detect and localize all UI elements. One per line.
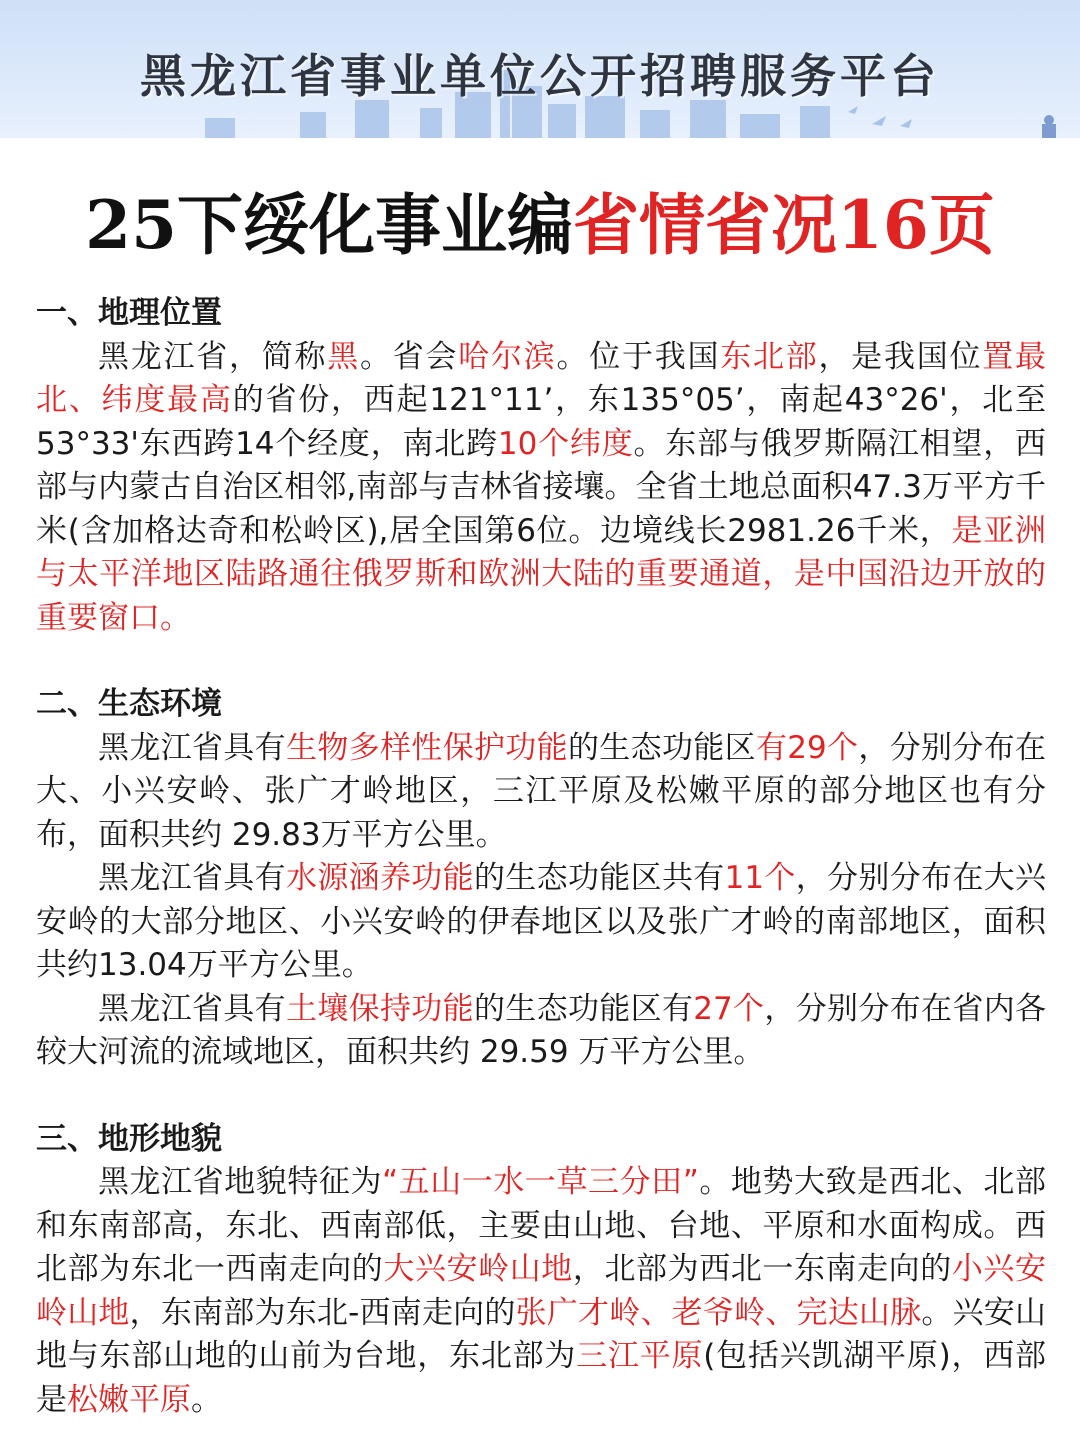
body-text: ，分别分布在省内各较大河流的流域地区，面积共约 29.59 万平方公里。: [36, 990, 1047, 1070]
body-text: (包括兴凯湖平原)，西部是: [36, 1338, 1047, 1418]
section-heading: 一、地理位置: [36, 295, 222, 331]
body-text: 黑龙江省具有: [98, 860, 286, 896]
body-text: ，分别分布在大、小兴安岭、张广才岭地区，三江平原及松嫩平原的部分地区也有分布，面积共约 29.83万平方公里。: [36, 729, 1047, 853]
page-title-part1: 25下绥化事业编: [85, 186, 573, 264]
paragraph: [36, 336, 1046, 641]
body-text: 黑龙江省具有: [98, 729, 286, 766]
highlight-text: 27个: [693, 990, 765, 1027]
highlight-text: 大兴安岭山地: [383, 1251, 573, 1287]
highlight-text: 有29个: [755, 729, 859, 766]
section-spacer: [36, 640, 1046, 683]
highlight-text: 土壤保持功能: [285, 990, 474, 1027]
paragraph: [36, 988, 1046, 1075]
page-title: [0, 172, 1080, 267]
body-text: 的省份，西起121°11’，东135°05’，南起43°26'，北至53°33'东西跨14个经度，南北跨: [36, 382, 1047, 462]
body-text: ，是我国位: [818, 338, 983, 375]
body-text: 黑龙江省地貌特征为: [98, 1164, 383, 1200]
body-text: ，北部为西北一东南走向的: [572, 1251, 952, 1287]
paragraph: [36, 857, 1046, 988]
highlight-text: 是亚洲与太平洋地区陆路通往俄罗斯和欧洲大陆的重要通道，是中国沿边开放的重要窗口。: [36, 512, 1046, 636]
highlight-text: 置最北、纬度最高: [36, 338, 1046, 418]
highlight-text: 东北部: [720, 338, 819, 375]
highlight-text: 11个: [724, 860, 796, 896]
body-text: ，东南部为东北-西南走向的: [129, 1294, 516, 1331]
body-text: 。位于我国: [556, 338, 721, 375]
paragraph: [36, 727, 1046, 858]
body-text: 黑龙江省，简称: [98, 338, 328, 375]
highlight-text: 松嫩平原: [67, 1381, 191, 1418]
paragraph: [36, 1161, 1046, 1422]
body-text: 。: [191, 1381, 222, 1418]
highlight-text: 张广才岭、老爷岭、完达山脉: [515, 1294, 922, 1331]
body-text: 黑龙江省具有: [98, 990, 286, 1027]
section-spacer: [36, 1075, 1046, 1118]
section-heading: 二、生态环境: [36, 686, 222, 722]
section-heading: 三、地形地貌: [36, 1120, 222, 1157]
highlight-text: 10个纬度: [497, 425, 634, 462]
highlight-text: 哈尔滨: [458, 338, 557, 375]
header-banner: [0, 0, 1080, 138]
body-text: 。东部与俄罗斯隔江相望，西部与内蒙古自治区相邻,南部与吉林省接壤。全省土地总面积47.3万平方千米(含加格达奇和松岭区),居全国第6位。边境线长2981.26千米，: [36, 425, 1047, 549]
page-title-part2: 省情省况16页: [573, 186, 995, 264]
body-text: 。地势大致是西北、北部和东南部高，东北、西南部低，主要由山地、台地、平原和水面构成。西北部为东北一西南走向的: [36, 1164, 1046, 1287]
body-text: ，分别分布在大兴安岭的大部分地区、小兴安岭的伊春地区以及张广才岭的南部地区，面积共约13.04万平方公里。: [36, 860, 1047, 983]
highlight-text: “五山一水一草三分田”: [382, 1164, 699, 1200]
body-text: 的生态功能区有: [473, 990, 694, 1027]
body-text: 的生态功能区共有: [473, 860, 725, 896]
highlight-text: 小兴安岭山地: [36, 1251, 1047, 1331]
body-text: 。兴安山地与东部山地的山前为台地，东北部为: [36, 1294, 1047, 1374]
banner-title: 黑龙江省事业单位公开招聘服务平台: [140, 49, 940, 103]
highlight-text: 三江平原: [576, 1338, 704, 1374]
article-body: [36, 292, 1046, 1422]
highlight-text: 生物多样性保护功能: [285, 729, 568, 766]
body-text: 的生态功能区: [567, 729, 756, 766]
highlight-text: 水源涵养功能: [285, 860, 474, 896]
highlight-text: 黑: [327, 338, 360, 375]
body-text: 。省会: [360, 338, 459, 375]
